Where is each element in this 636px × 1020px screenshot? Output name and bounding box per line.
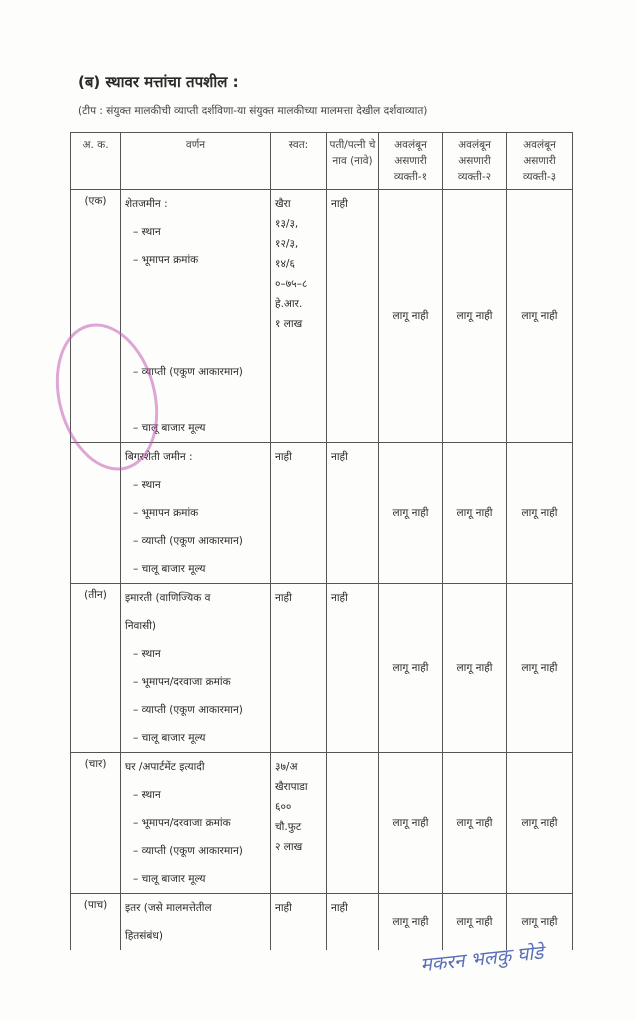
row-description xyxy=(121,584,271,753)
not-applicable-text: लागू नाही xyxy=(456,817,493,829)
not-applicable-text: लागू नाही xyxy=(392,916,429,928)
row-self-value xyxy=(271,443,327,584)
self-value-line: १४/६ xyxy=(275,258,295,270)
description-line: घर /अपार्टमेंट इत्यादी xyxy=(125,761,205,773)
self-value-line: नाही xyxy=(275,451,292,463)
row-dependent-1 xyxy=(379,584,443,753)
self-value-line: नाही xyxy=(275,592,292,604)
not-applicable-text: लागू नाही xyxy=(392,817,429,829)
not-applicable-text: लागू नाही xyxy=(456,310,493,322)
header-self: स्वत: xyxy=(271,133,327,190)
row-self-value xyxy=(271,894,327,951)
not-applicable-text: लागू नाही xyxy=(392,310,429,322)
self-value-line: २ लाख xyxy=(275,841,303,853)
table-row xyxy=(71,894,573,951)
self-value-line: खैरापाडा xyxy=(275,781,308,793)
not-applicable-text: लागू नाही xyxy=(521,310,558,322)
row-number: (पाच) xyxy=(71,894,121,951)
header-dependent-1: अवलंबून असणारी व्यक्ती-१ xyxy=(379,133,443,190)
row-self-value xyxy=(271,753,327,894)
self-value-line: १२/३, xyxy=(275,238,299,250)
self-value-line: ३७/अ xyxy=(275,761,298,773)
row-dependent-3 xyxy=(507,443,573,584)
self-value-line: १ लाख xyxy=(275,318,303,330)
not-applicable-text: लागू नाही xyxy=(456,662,493,674)
header-spouse: पती/पत्नी चे नाव (नावे) xyxy=(327,133,379,190)
row-dependent-2 xyxy=(443,190,507,443)
description-line: – व्याप्ती (एकूण आकारमान) xyxy=(133,845,243,857)
description-line: – स्थान xyxy=(133,648,161,660)
description-line: – स्थान xyxy=(133,789,161,801)
self-value-line: खैरा xyxy=(275,198,291,210)
description-line xyxy=(121,274,270,302)
row-dependent-3 xyxy=(507,190,573,443)
row-description xyxy=(121,443,271,584)
header-description: वर्णन xyxy=(121,133,271,190)
row-spouse-value: नाही xyxy=(327,443,379,584)
description-line: – चालू बाजार मूल्य xyxy=(133,563,206,575)
self-value-line: चौ.फुट xyxy=(275,821,302,833)
description-line: इमारती (वाणिज्यिक व xyxy=(125,592,211,604)
row-self-value xyxy=(271,584,327,753)
not-applicable-text: लागू नाही xyxy=(521,662,558,674)
note-text: (टीप : संयुक्त मालकीची व्याप्ती दर्शविणा-या संयुक्त मालकीच्या मालमत्ता देखील दर्शवाव्यात) xyxy=(78,105,428,117)
header-dependent-2: अवलंबून असणारी व्यक्ती-२ xyxy=(443,133,507,190)
not-applicable-text: लागू नाही xyxy=(456,507,493,519)
row-dependent-3 xyxy=(507,753,573,894)
row-dependent-2 xyxy=(443,584,507,753)
row-dependent-2 xyxy=(443,443,507,584)
description-line: बिगरशेती जमीन : xyxy=(125,451,193,463)
self-value-line: १३/३, xyxy=(275,218,299,230)
description-line: – व्याप्ती (एकूण आकारमान) xyxy=(133,704,243,716)
description-line xyxy=(121,330,270,358)
description-line: – चालू बाजार मूल्य xyxy=(133,873,206,885)
row-self-value xyxy=(271,190,327,443)
table-row xyxy=(71,443,573,584)
row-spouse-value: नाही xyxy=(327,894,379,951)
not-applicable-text: लागू नाही xyxy=(392,507,429,519)
row-spouse-value xyxy=(327,753,379,894)
row-dependent-1 xyxy=(379,894,443,951)
row-dependent-1 xyxy=(379,190,443,443)
row-spouse-value: नाही xyxy=(327,584,379,753)
row-description xyxy=(121,753,271,894)
description-line: – चालू बाजार मूल्य xyxy=(133,422,206,434)
row-dependent-1 xyxy=(379,753,443,894)
self-value-line: ६०० xyxy=(275,801,292,813)
description-line: हितसंबंध) xyxy=(125,930,163,942)
description-line: – भूमापन/दरवाजा क्रमांक xyxy=(133,817,231,829)
section-heading: (ब) स्थावर मत्तांचा तपशील : xyxy=(78,73,239,91)
row-dependent-2 xyxy=(443,753,507,894)
header-sr: अ. क. xyxy=(71,133,121,190)
description-line: – व्याप्ती (एकूण आकारमान) xyxy=(133,535,243,547)
table-row xyxy=(71,584,573,753)
row-number: (तीन) xyxy=(71,584,121,753)
not-applicable-text: लागू नाही xyxy=(392,662,429,674)
row-number: (चार) xyxy=(71,753,121,894)
row-dependent-2 xyxy=(443,894,507,951)
property-table xyxy=(70,132,573,950)
not-applicable-text: लागू नाही xyxy=(521,916,558,928)
table-row xyxy=(71,753,573,894)
description-line: – स्थान xyxy=(133,226,161,238)
description-line: – भूमापन क्रमांक xyxy=(133,254,199,266)
row-description xyxy=(121,894,271,951)
description-line: शेतजमीन : xyxy=(125,198,168,210)
self-value-line: ०–७५–८ xyxy=(275,278,308,290)
description-line: – व्याप्ती (एकूण आकारमान) xyxy=(133,366,243,378)
row-dependent-1 xyxy=(379,443,443,584)
self-value-line: नाही xyxy=(275,902,292,914)
description-line: इतर (जसे मालमत्तेतील xyxy=(125,902,212,914)
description-line: – भूमापन/दरवाजा क्रमांक xyxy=(133,676,231,688)
self-value-line: हे.आर. xyxy=(275,298,303,310)
table-header-row xyxy=(71,133,573,190)
description-line: निवासी) xyxy=(125,620,157,632)
not-applicable-text: लागू नाही xyxy=(521,817,558,829)
description-line: – चालू बाजार मूल्य xyxy=(133,732,206,744)
description-line: – स्थान xyxy=(133,479,161,491)
row-number: (एक) xyxy=(71,190,121,443)
row-spouse-value: नाही xyxy=(327,190,379,443)
handwritten-signature: मकरन भलकु घोडे xyxy=(419,941,545,977)
not-applicable-text: लागू नाही xyxy=(521,507,558,519)
header-dependent-3: अवलंबून असणारी व्यक्ती-३ xyxy=(507,133,573,190)
description-line xyxy=(121,302,270,330)
not-applicable-text: लागू नाही xyxy=(456,916,493,928)
description-line: – भूमापन क्रमांक xyxy=(133,507,199,519)
row-dependent-3 xyxy=(507,584,573,753)
